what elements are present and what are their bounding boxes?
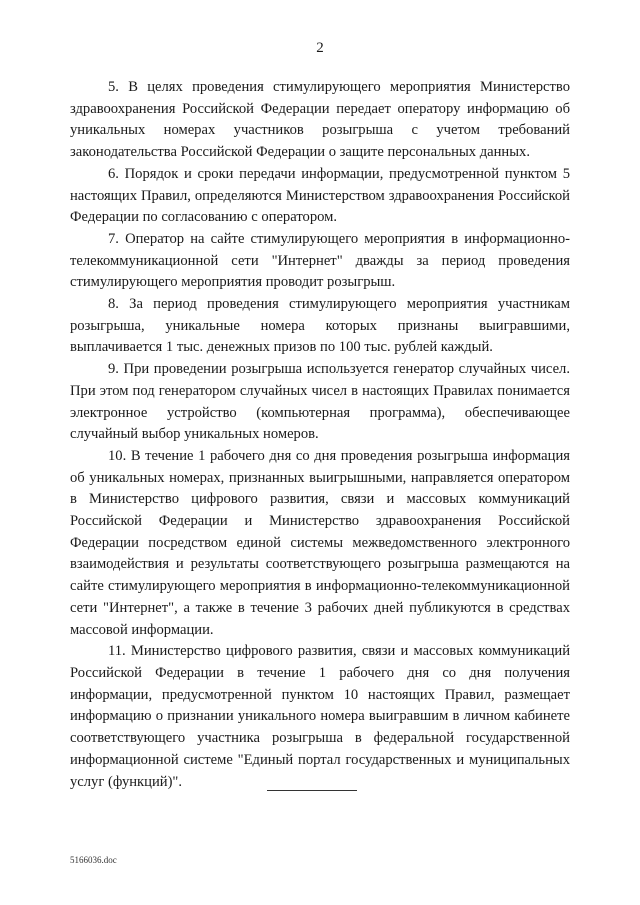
paragraph-5: 5. В целях проведения стимулирующего мероприятия Министерство здравоохранения Российской Федерации передает оператору информацию об уникальных номерах участников розыгрыша с учетом требований законодательства Российской Федерации о защите персональных данных. xyxy=(70,79,570,161)
paragraph-10: 10. В течение 1 рабочего дня со дня проведения розыгрыша информация об уникальных номерах, признанных выигрышными, направляется оператором в Министерство цифрового развития, связи и массовых коммуникаций Российской Федерации и Министерство здравоохранения Российской Федерации посредством единой системы межведомственного электронного взаимодействия и результаты соответствующего розыгрыша размещаются на сайте стимулирующего мероприятия в информационно-телекоммуникационной сети "Интернет", а также в течение 3 рабочих дней публикуются в средствах массовой информации. xyxy=(70,447,570,638)
page-number: 2 xyxy=(316,40,324,56)
paragraph-7: 7. Оператор на сайте стимулирующего мероприятия в информационно-телекоммуникационной сети "Интернет" дважды за период проведения стимулирующего мероприятия проводит розыгрыш. xyxy=(70,230,570,291)
paragraph-6: 6. Порядок и сроки передачи информации, предусмотренной пунктом 5 настоящих Правил, определяются Министерством здравоохранения Российской Федерации по согласованию с оператором. xyxy=(70,165,570,226)
paragraph-9: 9. При проведении розыгрыша используется генератор случайных чисел. При этом под генератором случайных чисел в настоящих Правилах понимается электронное устройство (компьютерная программа), обеспечивающее случайный выбор уникальных номеров. xyxy=(70,361,570,443)
end-divider xyxy=(267,790,357,791)
document-body xyxy=(70,77,570,793)
paragraph-8: 8. За период проведения стимулирующего мероприятия участникам розыгрыша, уникальные номера которых признаны выигравшими, выплачивается 1 тыс. денежных призов по 100 тыс. рублей каждый. xyxy=(70,296,570,356)
file-identifier: 5166036.doc xyxy=(70,855,117,865)
paragraph-11: 11. Министерство цифрового развития, связи и массовых коммуникаций Российской Федерации в течение 1 рабочего дня со дня получения информации, предусмотренной пунктом 10 настоящих Правил, размещает информацию о признании уникального номера выигравшим в личном кабинете соответствующего участника розыгрыша в федеральной государственной информационной системе "Единый портал государственных и муниципальных услуг (функций)". xyxy=(70,643,570,790)
